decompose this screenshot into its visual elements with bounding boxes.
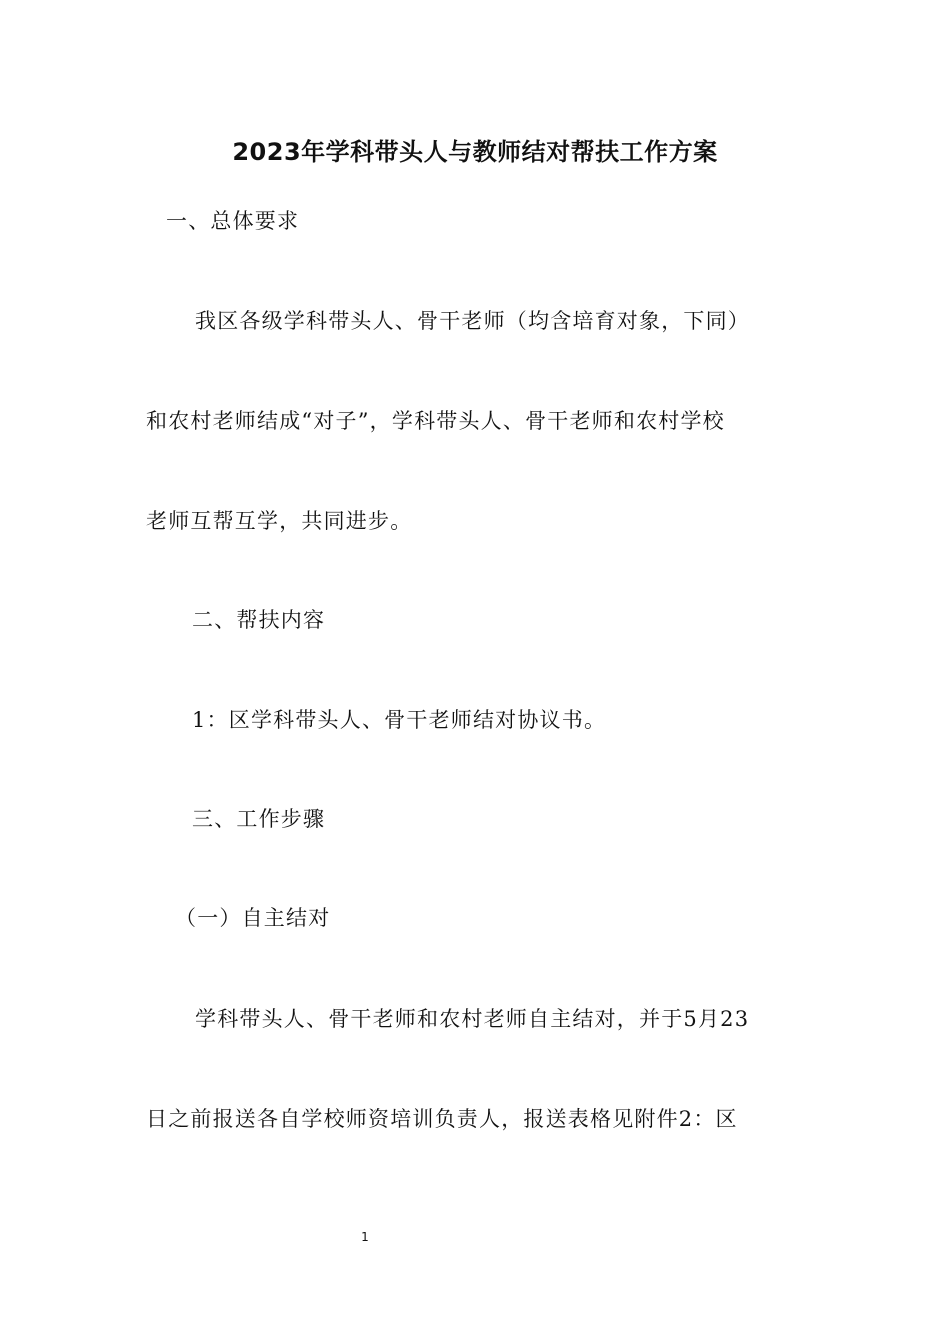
document-title: 2023年学科带头人与教师结对帮扶工作方案 [232,138,718,166]
paragraph-line: 学科带头人、骨干老师和农村老师自主结对，并于5月23 [195,1007,750,1031]
page-number: 1 [361,1230,369,1244]
paragraph-line: 1：区学科带头人、骨干老师结对协议书。 [192,708,607,732]
paragraph-line: 日之前报送各自学校师资培训负责人，报送表格见附件2：区 [146,1107,738,1131]
subsection-heading-self-pairing: （一）自主结对 [175,906,331,930]
paragraph-line: 和农村老师结成“对子”，学科带头人、骨干老师和农村学校 [146,409,725,433]
section-heading-work-steps: 三、工作步骤 [192,807,326,831]
section-heading-assistance-content: 二、帮扶内容 [192,608,326,632]
paragraph-line: 我区各级学科带头人、骨干老师（均含培育对象，下同） [195,309,750,333]
paragraph-line: 老师互帮互学，共同进步。 [146,509,413,533]
section-heading-general-requirements: 一、总体要求 [166,209,300,233]
